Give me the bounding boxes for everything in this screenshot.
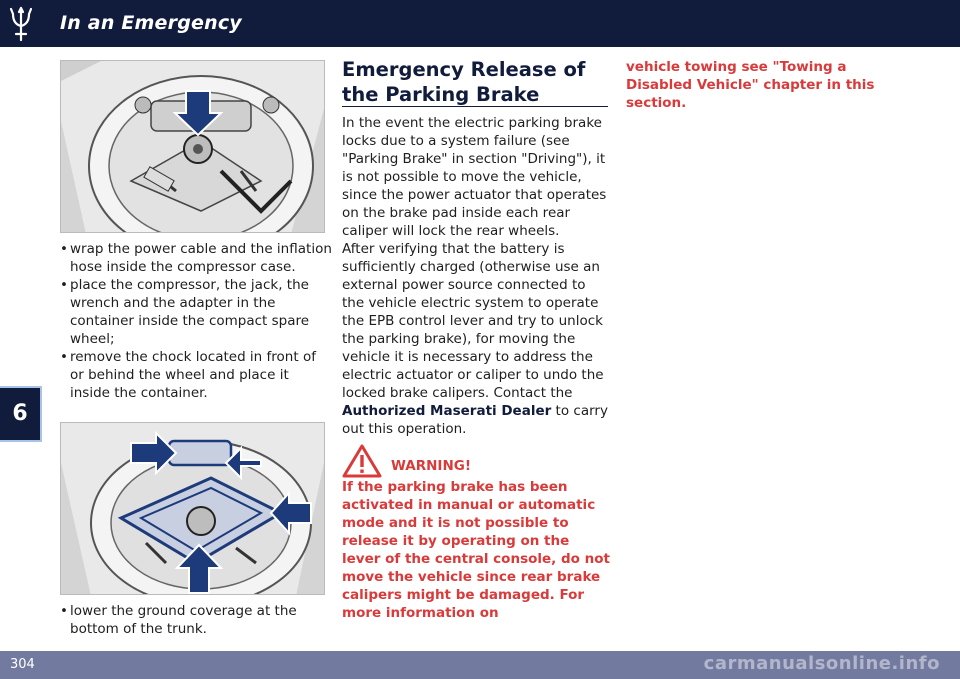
warning-text-continued: vehicle towing see "Towing a Disabled Vehicle" chapter in this section.: [626, 59, 875, 111]
steps-list-2: [60, 602, 332, 638]
steps-list-1: [60, 240, 332, 402]
list-item: • wrap the power cable and the inflation hose inside the compressor case.: [60, 240, 332, 276]
page-number: 304: [10, 657, 35, 672]
dealer-emphasis: Authorized Maserati Dealer: [342, 403, 552, 419]
page-footer: [0, 651, 960, 679]
title-divider: [342, 106, 608, 107]
list-item: • remove the chock located in front of or behind the wheel and place it inside the container.: [60, 348, 332, 402]
watermark: carmanualsonline.info: [703, 653, 940, 674]
page-header: [0, 0, 960, 47]
paragraph-2-start: After verifying that the battery is sufficiently charged (otherwise use an external power source connected to the vehicle electric system to operate the EPB control lever and try to unlock the parking brake), for moving the vehicle it is necessary to address the electric actuator or caliper to undo the locked brake calipers. Contact the: [342, 241, 604, 401]
list-item: • lower the ground coverage at the bottom of the trunk.: [60, 602, 332, 638]
warning-text: If the parking brake has been activated in manual or automatic mode and it is not possible to release it by operating on the lever of the central console, do not move the vehicle since rear brake calipers might be damaged. For more information on: [342, 479, 610, 621]
spare-wheel-illustration-2: [60, 422, 325, 595]
paragraph-2: [342, 240, 608, 438]
list-item: • place the compressor, the jack, the wrench and the adapter in the container inside the compact spare wheel;: [60, 276, 332, 348]
paragraph-2-end: to carry out this operation.: [342, 403, 608, 437]
warning-label: WARNING!: [391, 458, 471, 474]
spare-wheel-illustration-1: [60, 60, 325, 233]
section-title: Emergency Release of the Parking Brake: [342, 58, 586, 106]
chapter-title: In an Emergency: [60, 12, 242, 34]
warning-triangle-icon: [342, 444, 382, 478]
paragraph-1: In the event the electric parking brake locks due to a system failure (see "Parking Brake" in section "Driving"), it is not possible to move the vehicle, since the power actuator that operates on the brake pad inside each rear caliper will lock the rear wheels.: [342, 115, 607, 239]
chapter-tab: 6: [0, 386, 42, 442]
trident-logo-icon: [8, 6, 34, 42]
